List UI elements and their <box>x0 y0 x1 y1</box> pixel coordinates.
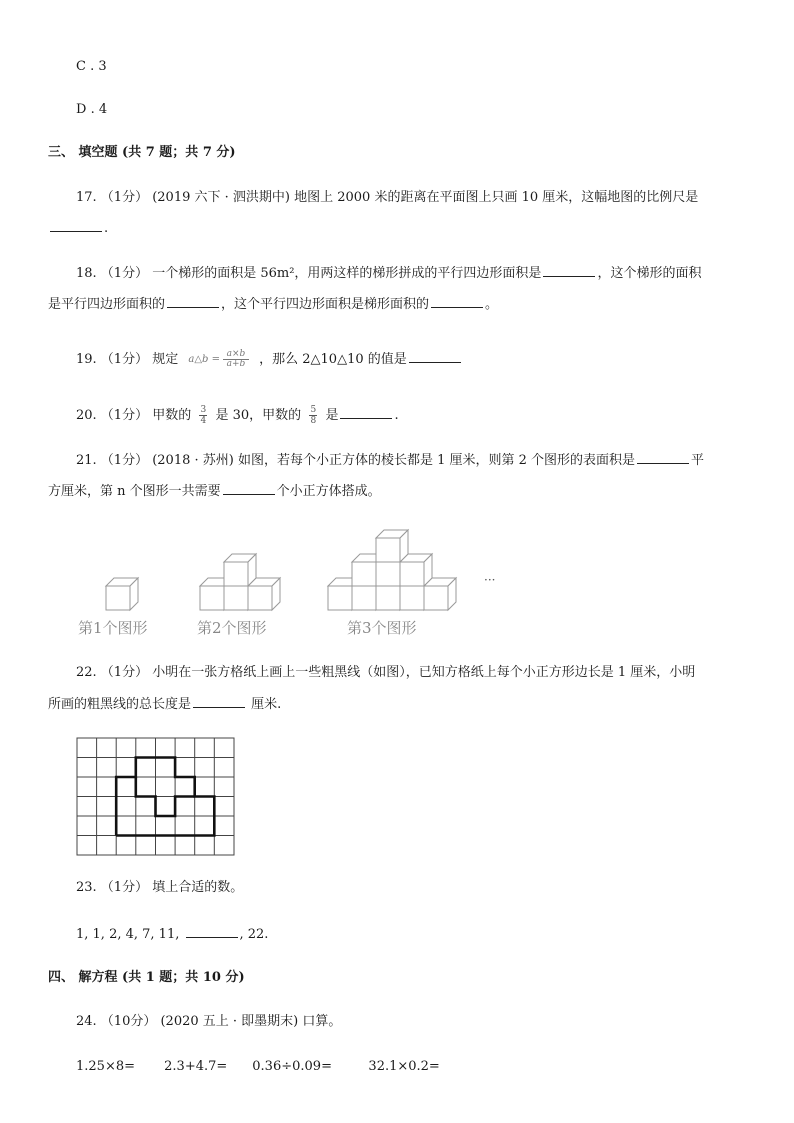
q20-text-d: . <box>394 408 399 423</box>
section-3-title: 三、 填空题 (共 7 题；共 7 分) <box>48 145 236 160</box>
q20-blank[interactable] <box>340 406 392 419</box>
figure-1-cubes <box>106 578 138 610</box>
q18-line2 <box>48 295 498 314</box>
q19-formula <box>188 350 249 369</box>
q18-blank-1[interactable] <box>543 264 595 277</box>
figure-2-label: 第2个图形 <box>197 619 267 637</box>
q17-blank[interactable] <box>50 219 102 232</box>
q24-line1: 24. （10分） (2020 五上 · 即墨期末) 口算。 <box>76 1014 342 1029</box>
q19-formula-num: a×b <box>226 349 246 359</box>
q18-text-b: ，这个梯形的面积 <box>597 266 702 281</box>
q20-fraction-1 <box>199 405 207 426</box>
q19-blank[interactable] <box>409 350 461 363</box>
q19-line <box>76 350 463 369</box>
q19-text-b: ，那么 2△10△10 的值是 <box>259 352 407 367</box>
q20-f1-num: 3 <box>200 405 207 415</box>
figure-3-label: 第3个图形 <box>347 619 417 637</box>
q18-text-d: ，这个平行四边形面积是梯形面积的 <box>221 297 430 312</box>
q23-seq-end: , 22. <box>239 927 269 942</box>
q20-line <box>76 405 399 426</box>
q24-item-2: 2.3+4.7= <box>164 1059 228 1074</box>
q22-text-b: 所画的粗黑线的总长度是 <box>48 697 192 712</box>
option-d-letter: D <box>76 102 87 117</box>
option-c: C . 3 <box>76 59 107 74</box>
q21-line1 <box>76 451 704 470</box>
q18-blank-3[interactable] <box>431 295 483 308</box>
q21-ellipsis: ··· <box>484 573 496 587</box>
q20-f2-num: 5 <box>310 405 317 415</box>
q22-grid-figure <box>76 737 236 857</box>
q17-line1: 17. （1分） (2019 六下 · 泗洪期中) 地图上 2000 米的距离在平面图上只画 10 厘米，这幅地图的比例尺是 <box>76 190 699 205</box>
q21-line2 <box>48 482 381 501</box>
q23-seq-start: 1, 1, 2, 4, 7, 11, <box>76 927 180 942</box>
figure-1-label: 第1个图形 <box>78 619 148 637</box>
q20-text-a: 20. （1分） 甲数的 <box>76 408 192 423</box>
q20-f1-den: 4 <box>200 416 207 426</box>
q22-blank[interactable] <box>193 695 245 708</box>
q21-blank-2[interactable] <box>223 482 275 495</box>
q18-text-a: 18. （1分） 一个梯形的面积是 56m²，用两这样的梯形拼成的平行四边形面积是 <box>76 266 542 281</box>
option-d: D . 4 <box>76 102 108 117</box>
section-4-title: 四、 解方程 (共 1 题；共 10 分) <box>48 970 245 985</box>
q22-line1: 22. （1分） 小明在一张方格纸上画上一些粗黑线（如图），已知方格纸上每个小正方形边长是 1 厘米，小明 <box>76 665 696 680</box>
q24-items <box>76 1058 440 1076</box>
q18-blank-2[interactable] <box>167 295 219 308</box>
q19-formula-den: a+b <box>226 359 246 369</box>
option-c-letter: C <box>76 59 86 74</box>
figure-2-cubes <box>200 554 280 610</box>
q17-line2 <box>48 219 108 238</box>
q18-text-c: 是平行四边形面积的 <box>48 297 166 312</box>
q22-text-c: 厘米. <box>251 697 282 712</box>
q21-text-b: 平 <box>691 453 705 468</box>
q24-item-4: 32.1×0.2= <box>368 1059 440 1074</box>
q22-line2 <box>48 695 281 714</box>
q20-f2-den: 8 <box>310 416 317 426</box>
q18-line1 <box>76 264 701 283</box>
q24-item-3: 0.36÷0.09= <box>252 1059 332 1074</box>
q21-text-d: 个小正方体搭成。 <box>276 484 381 499</box>
option-c-text: 3 <box>98 59 107 74</box>
q24-item-1: 1.25×8= <box>76 1059 136 1074</box>
q23-line1: 23. （1分） 填上合适的数。 <box>76 880 244 895</box>
q19-formula-lhs: a△b = <box>188 353 220 365</box>
q19-text-a: 19. （1分） 规定 <box>76 352 179 367</box>
q18-text-e: 。 <box>485 297 499 312</box>
q17-end: . <box>104 221 109 236</box>
option-d-text: 4 <box>98 102 108 117</box>
q21-text-c: 方厘米，第 n 个图形一共需要 <box>48 484 221 499</box>
q20-text-c: 是 <box>325 408 339 423</box>
q20-text-b: 是 30，甲数的 <box>215 408 302 423</box>
q20-fraction-2 <box>309 405 317 426</box>
q23-sequence <box>76 925 268 944</box>
q21-blank-1[interactable] <box>637 451 689 464</box>
q21-text-a: 21. （1分） (2018 · 苏州) 如图，若每个小正方体的棱长都是 1 厘米，则第 2 个图形的表面积是 <box>76 453 636 468</box>
figure-3-cubes <box>328 530 456 610</box>
q21-cube-figure <box>60 520 520 645</box>
q23-blank[interactable] <box>186 925 238 938</box>
